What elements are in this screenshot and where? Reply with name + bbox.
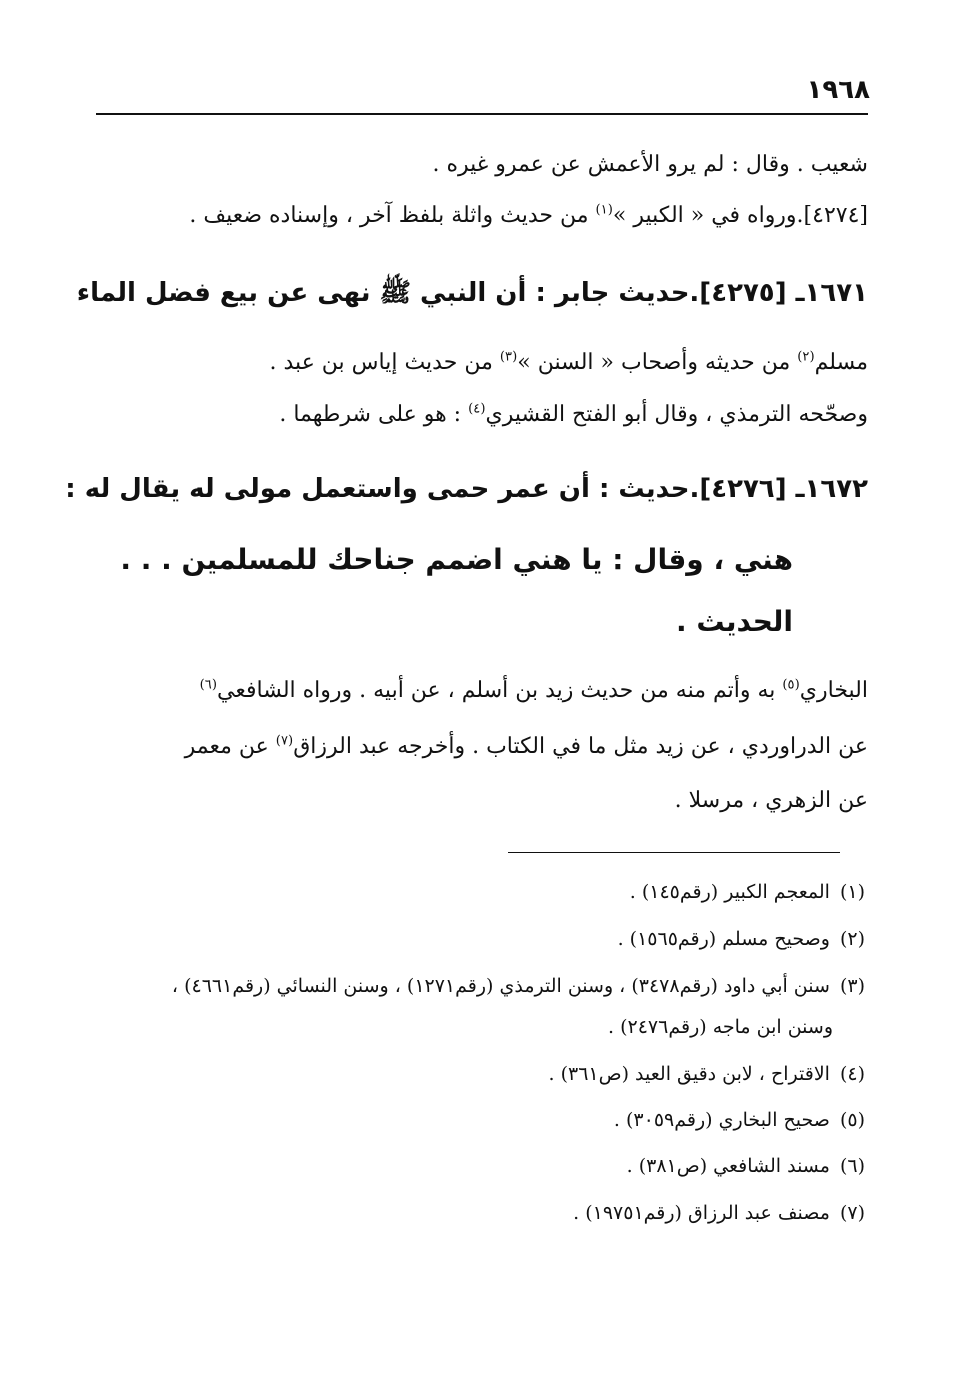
footnote-number: (٥) bbox=[839, 1109, 865, 1131]
hadith-1672-para-line-3: عن الزهري ، مرسلا . bbox=[674, 788, 868, 813]
hadith-1671-line-2-b: : هو على شرطهما . bbox=[279, 402, 469, 427]
footnote-number: (٤) bbox=[839, 1063, 865, 1085]
footnote-text: المعجم الكبير (رقم١٤٥) . bbox=[629, 881, 830, 903]
hadith-1671-line-1-b: من حديثه وأصحاب « السنن » bbox=[517, 350, 798, 375]
footnote-ref-3: (٣) bbox=[499, 349, 518, 365]
footnote-text: مصنف عبد الرزاق (رقم١٩٧٥١) . bbox=[573, 1202, 830, 1224]
hadith-1672-heading: ١٦٧٢ـ [٤٢٧٦].حديث : أن عمر حمى واستعمل مولى له يقال له : bbox=[65, 474, 868, 504]
footnote-number: (٧) bbox=[839, 1202, 865, 1224]
hadith-1672-para-line-2 bbox=[185, 734, 868, 759]
footnote-ref-7: (٧) bbox=[275, 733, 294, 749]
hadith-1671-line-1-c: من حديث إياس بن عبد . bbox=[269, 350, 500, 375]
footnote-text: سنن أبي داود (رقم٣٤٧٨) ، وسنن الترمذي (رقم١٢٧١) ، وسنن النسائي (رقم٤٦٦١) ، bbox=[171, 975, 830, 997]
footnote-text: مسند الشافعي (ص٣٨١) . bbox=[626, 1155, 830, 1177]
footnote-separator bbox=[508, 852, 840, 853]
footnote-3 bbox=[172, 975, 865, 997]
footnote-7 bbox=[573, 1202, 865, 1224]
hadith-1671-heading: ١٦٧١ـ [٤٢٧٥].حديث جابر : أن النبي ﷺ نهى عن بيع فضل الماء bbox=[76, 278, 868, 308]
hadith-1671-line-1-a: مسلم bbox=[814, 350, 868, 375]
footnote-1 bbox=[630, 881, 865, 903]
hadith-1671-line-2-a: وصحّحه الترمذي ، وقال أبو الفتح القشيري bbox=[485, 402, 868, 427]
body-line-1: شعيب . وقال : لم يرو الأعمش عن عمرو غيره . bbox=[432, 152, 868, 177]
hadith-1672-para-line-2-b: عن معمر bbox=[184, 734, 276, 759]
body-line-2-b: من حديث واثلة بلفظ آخر ، وإسناده ضعيف . bbox=[189, 203, 596, 228]
hadith-1671-line-2 bbox=[279, 402, 868, 427]
body-line-2 bbox=[189, 203, 868, 228]
body-line-2-a: [٤٢٧٤].ورواه في « الكبير » bbox=[612, 203, 868, 228]
hadith-1672-para-line-2-a: عن الدراوردي ، عن زيد مثل ما في الكتاب . وأخرجه عبد الرزاق bbox=[293, 734, 868, 759]
footnote-number: (٦) bbox=[839, 1155, 865, 1177]
footnote-5 bbox=[614, 1109, 865, 1131]
footnote-6 bbox=[627, 1155, 865, 1177]
hadith-1672-line-3: الحديث . bbox=[675, 605, 793, 638]
footnote-number: (٣) bbox=[839, 975, 865, 997]
page-number: ١٩٦٨ bbox=[806, 75, 870, 105]
footnote-3-continuation: وسنن ابن ماجه (رقم٢٤٧٦) . bbox=[608, 1016, 833, 1038]
footnote-text: وصحيح مسلم (رقم١٥٦٥) . bbox=[617, 928, 830, 950]
footnote-ref-4: (٤) bbox=[468, 401, 486, 417]
hadith-1672-para-line-1-a: البخاري bbox=[799, 678, 868, 703]
footnote-text: صحيح البخاري (رقم٣٠٥٩) . bbox=[613, 1109, 830, 1131]
footnote-number: (٢) bbox=[839, 928, 865, 950]
header-rule bbox=[96, 113, 868, 115]
footnote-ref-5: (٥) bbox=[782, 677, 800, 693]
footnote-ref-6: (٦) bbox=[199, 677, 218, 693]
hadith-1671-line-1 bbox=[270, 350, 868, 375]
footnote-ref-1: (١) bbox=[595, 202, 613, 218]
footnote-4 bbox=[548, 1063, 865, 1085]
footnote-text: الاقتراح ، لابن دقيق العيد (ص٣٦١) . bbox=[548, 1063, 830, 1085]
hadith-1672-para-line-1-b: به وأتم منه من حديث زيد بن أسلم ، عن أبيه . ورواه الشافعي bbox=[217, 678, 783, 703]
footnote-ref-2: (٢) bbox=[797, 349, 815, 365]
footnote-2 bbox=[618, 928, 865, 950]
hadith-1672-line-2: هني ، وقال : يا هني اضمم جناحك للمسلمين . . . bbox=[120, 543, 793, 576]
footnote-number: (١) bbox=[839, 881, 865, 903]
hadith-1672-para-line-1 bbox=[200, 678, 868, 703]
